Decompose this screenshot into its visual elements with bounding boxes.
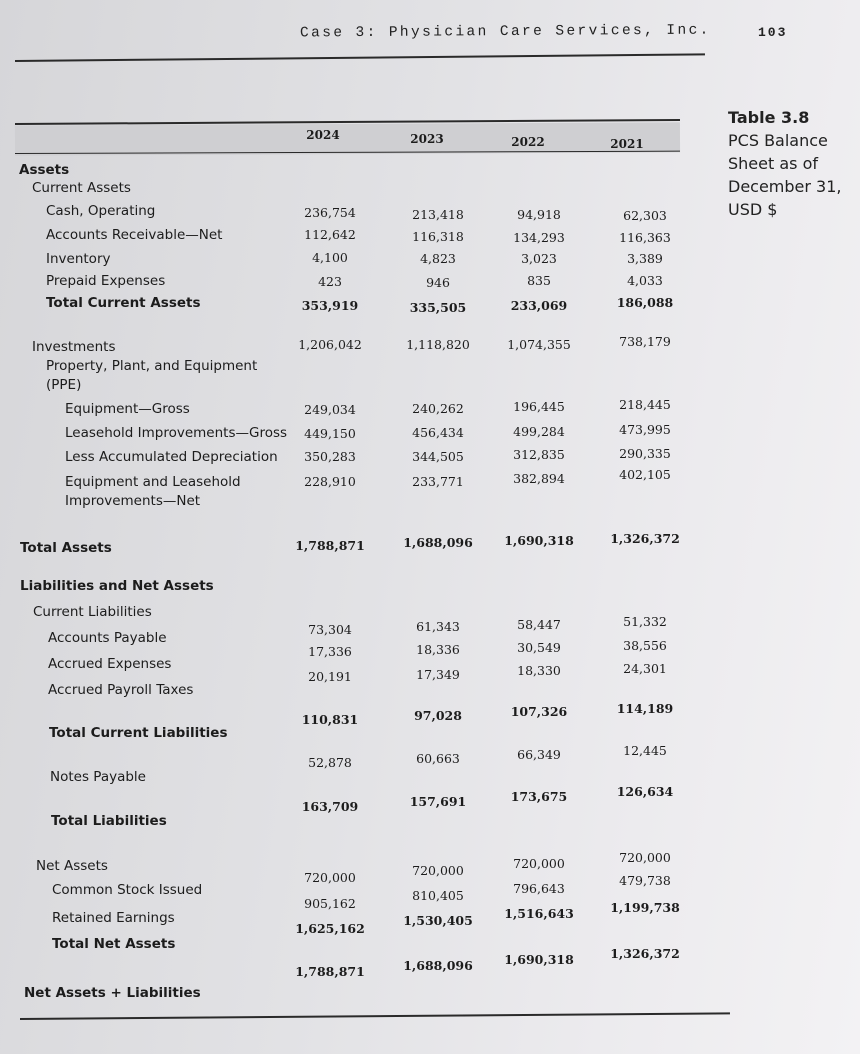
cell-value: 163,709 [301,799,359,814]
cell-value: 835 [527,273,551,288]
cell-value: 449,150 [304,426,356,441]
cell-value: 720,000 [619,850,671,865]
cell-value: 20,191 [308,669,352,684]
row-label: Inventory [46,251,111,267]
cell-value: 249,034 [304,402,356,417]
cell-value: 110,831 [301,712,359,727]
table-row [0,334,860,358]
subsection-heading: Current Assets [32,180,131,196]
table-row [0,179,860,199]
cell-value: 4,823 [420,251,456,266]
cell-value: 116,363 [619,230,671,245]
row-label: Cash, Operating [46,203,156,219]
cell-value: 60,663 [416,751,460,766]
cell-value: 52,878 [308,755,352,770]
table-row [0,202,860,222]
cell-value: 1,516,643 [504,906,574,921]
row-label-total-assets: Total Assets [20,540,112,556]
cell-value: 17,336 [308,644,352,659]
cell-value: 107,326 [510,704,568,719]
page-number: 103 [758,25,788,40]
cell-value: 473,995 [619,422,671,437]
cell-value: 1,326,372 [610,531,680,546]
row-label: Leasehold Improvements—Gross [65,425,288,441]
cell-value: 796,643 [513,881,565,896]
cell-value: 720,000 [304,870,356,885]
table-row [0,357,860,393]
cell-value: 218,445 [619,397,671,412]
cell-value: 1,199,738 [610,900,680,915]
column-header-year: 2024 [306,128,340,142]
cell-value: 946 [426,275,450,290]
cell-value: 157,691 [409,794,467,809]
row-label: Accounts Receivable—Net [46,227,223,243]
cell-value: 240,262 [412,401,464,416]
table-row [0,272,860,292]
cell-value: 350,283 [304,449,356,464]
cell-value: 66,349 [517,747,561,762]
cell-value: 3,023 [521,251,557,266]
row-label-total: Total Current Liabilities [49,725,228,741]
running-head: Case 3: Physician Care Services, Inc. [299,22,711,42]
row-label-total: Total Current Assets [46,295,201,311]
row-label: Prepaid Expenses [46,273,166,289]
table-row [0,577,860,597]
cell-value: 1,690,318 [504,952,574,967]
table-row [0,946,860,1004]
cell-value: 1,326,372 [610,946,680,961]
cell-value: 810,405 [412,888,464,903]
table-row [0,294,860,314]
table-row [0,784,860,832]
cell-value: 228,910 [304,474,356,489]
cell-value: 18,330 [517,663,561,678]
row-label: Retained Earnings [52,910,175,926]
row-label: Equipment and Leasehold Improvements—Net [65,474,241,509]
cell-value: 186,088 [616,295,674,310]
table-row [0,424,860,444]
table-row [0,743,860,788]
cell-value: 382,894 [513,471,565,486]
cell-value: 905,162 [304,896,356,911]
header-rule [15,53,705,62]
cell-value: 1,530,405 [403,913,473,928]
column-header-year: 2022 [511,135,545,149]
row-label: Accounts Payable [48,630,167,646]
section-heading-liabilities: Liabilities and Net Assets [20,578,214,594]
cell-value: 73,304 [308,622,352,637]
cell-value: 312,835 [513,447,565,462]
cell-value: 61,343 [416,619,460,634]
cell-value: 335,505 [409,300,467,315]
cell-value: 112,642 [304,227,356,242]
cell-value: 134,293 [513,230,565,245]
table-row [0,250,860,270]
cell-value: 51,332 [623,614,667,629]
table-row [0,397,860,420]
cell-value: 30,549 [517,640,561,655]
cell-value: 720,000 [412,863,464,878]
cell-value: 1,118,820 [406,337,470,352]
cell-value: 402,105 [619,467,671,482]
row-label: Equipment—Gross [65,401,190,417]
row-label: Notes Payable [50,769,146,785]
table-row [0,448,860,468]
cell-value: 1,788,871 [295,964,365,979]
cell-value: 173,675 [510,789,568,804]
table-row [0,161,860,181]
cell-value: 97,028 [414,708,462,723]
cell-value: 1,690,318 [504,533,574,548]
cell-value: 4,100 [312,250,348,265]
subsection-heading: Current Liabilities [33,604,152,620]
cell-value: 196,445 [513,399,565,414]
row-label: Accrued Expenses [48,656,172,672]
cell-value: 1,688,096 [403,535,473,550]
row-label: Accrued Payroll Taxes [48,682,194,698]
cell-value: 38,556 [623,638,667,653]
row-label: Investments [32,339,116,355]
cell-value: 94,918 [517,207,561,222]
cell-value: 17,349 [416,667,460,682]
cell-value: 236,754 [304,205,356,220]
cell-value: 4,033 [627,273,663,288]
cell-value: 720,000 [513,856,565,871]
cell-value: 58,447 [517,617,561,632]
row-label-grand-total: Net Assets + Liabilities [24,985,201,1001]
cell-value: 114,189 [616,701,674,716]
cell-value: 233,771 [412,474,464,489]
table-row [0,467,860,509]
cell-value: 423 [318,274,342,289]
table-row [0,701,860,744]
cell-value: 3,389 [627,251,663,266]
cell-value: 499,284 [513,424,565,439]
cell-value: 456,434 [412,425,464,440]
cell-value: 1,074,355 [507,337,571,352]
cell-value: 126,634 [616,784,674,799]
table-number: Table 3.8 [728,108,810,127]
table-row [0,226,860,246]
cell-value: 344,505 [412,449,464,464]
subsection-heading: Net Assets [36,858,108,874]
cell-value: 18,336 [416,642,460,657]
table-bottom-rule [20,1012,730,1020]
cell-value: 1,788,871 [295,538,365,553]
column-header-year: 2021 [610,137,644,151]
cell-value: 213,418 [412,207,464,222]
cell-value: 24,301 [623,661,667,676]
cell-value: 1,688,096 [403,958,473,973]
row-label-total: Total Net Assets [52,936,176,952]
cell-value: 738,179 [619,334,671,349]
table-row [0,531,860,559]
row-label-total: Total Liabilities [51,813,167,829]
cell-value: 12,445 [623,743,667,758]
section-heading-assets: Assets [19,162,70,178]
column-header-year: 2023 [410,132,444,146]
row-label: Common Stock Issued [52,882,203,898]
row-label: Property, Plant, and Equipment (PPE) [46,358,258,393]
row-label: Less Accumulated Depreciation [65,449,278,465]
table-title: PCS Balance Sheet as of December 31, USD $ [728,131,842,219]
cell-value: 1,625,162 [295,921,365,936]
cell-value: 479,738 [619,873,671,888]
cell-value: 290,335 [619,446,671,461]
cell-value: 233,069 [510,298,568,313]
cell-value: 1,206,042 [298,337,362,352]
cell-value: 116,318 [412,229,464,244]
cell-value: 62,303 [623,208,667,223]
cell-value: 353,919 [301,298,359,313]
